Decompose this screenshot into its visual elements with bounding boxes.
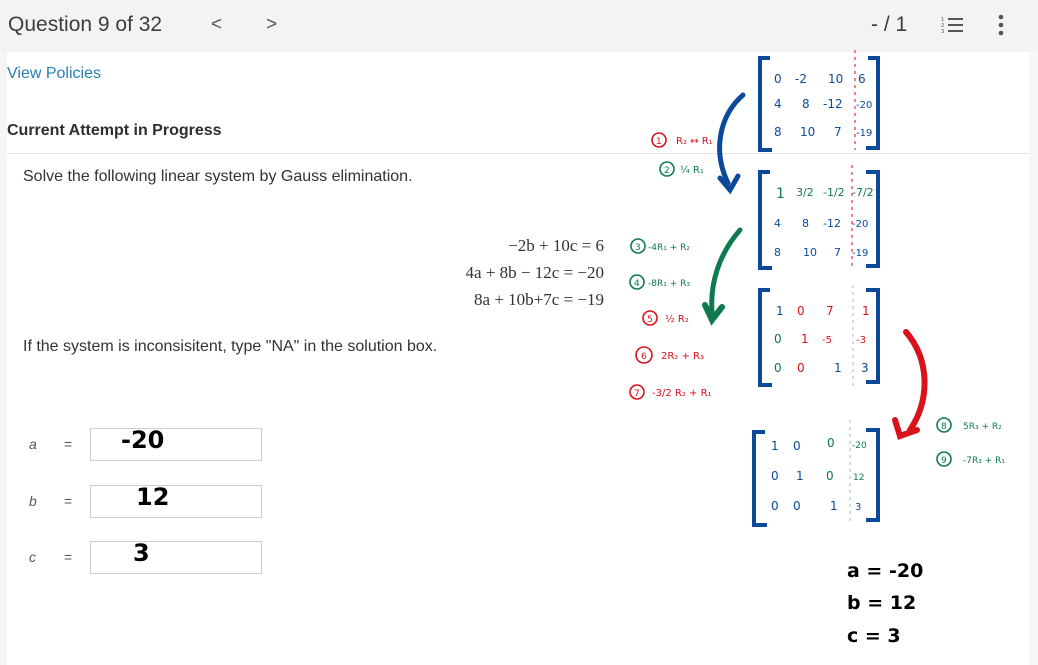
question-card [7, 52, 1029, 665]
svg-text:8: 8 [774, 246, 781, 259]
svg-text:a = -20: a = -20 [847, 560, 924, 582]
svg-text:1: 1 [796, 469, 804, 483]
numbered-list-icon[interactable] [941, 16, 963, 34]
variable-label: c [29, 549, 36, 565]
svg-text:-1/2: -1/2 [823, 186, 845, 199]
svg-text:5: 5 [647, 315, 653, 325]
more-options-icon[interactable] [997, 14, 1005, 36]
equals-sign: = [64, 549, 73, 565]
answer-row-c [7, 541, 307, 577]
inconsistent-note: If the system is inconsisitent, type "NA" in the solution box. [23, 338, 438, 355]
equation-3: 8a + 10b+7c = −19 [474, 290, 604, 309]
svg-text:3: 3 [861, 361, 869, 375]
svg-text:0: 0 [774, 72, 782, 86]
svg-text:-8R₁ + R₃: -8R₁ + R₃ [648, 279, 690, 289]
svg-text:1: 1 [776, 304, 784, 318]
svg-text:0: 0 [793, 439, 801, 453]
equation-system [407, 232, 604, 313]
svg-text:-12: -12 [823, 217, 841, 230]
svg-text:8: 8 [774, 125, 782, 139]
svg-text:6: 6 [641, 352, 647, 362]
svg-text:1: 1 [830, 499, 838, 513]
svg-text:10: 10 [803, 246, 817, 259]
svg-text:0: 0 [827, 436, 835, 450]
svg-text:8: 8 [802, 97, 810, 111]
svg-text:-5: -5 [822, 335, 832, 346]
next-question-button[interactable]: > [266, 14, 278, 35]
svg-text:4: 4 [774, 97, 782, 111]
svg-text:c = 3: c = 3 [847, 625, 901, 647]
svg-text:0: 0 [797, 361, 805, 375]
svg-text:3: 3 [635, 243, 641, 253]
svg-text:-7R₃ + R₁: -7R₃ + R₁ [963, 456, 1005, 466]
svg-text:-4R₁ + R₂: -4R₁ + R₂ [648, 243, 690, 253]
svg-text:1: 1 [862, 304, 870, 318]
svg-text:-20: -20 [856, 100, 873, 111]
score-display: - / 1 [871, 13, 908, 36]
svg-text:0: 0 [771, 469, 779, 483]
answer-value: -20 [121, 426, 165, 454]
view-policies-link[interactable]: View Policies [7, 65, 101, 82]
svg-text:0: 0 [771, 499, 779, 513]
svg-text:-20: -20 [852, 219, 869, 230]
svg-text:-3/2 R₂ + R₁: -3/2 R₂ + R₁ [652, 388, 712, 399]
answer-input-a[interactable] [90, 428, 262, 461]
svg-text:1: 1 [656, 137, 662, 147]
svg-text:10: 10 [828, 72, 844, 86]
svg-text:1: 1 [941, 17, 945, 23]
svg-text:0: 0 [774, 332, 782, 346]
svg-text:0: 0 [826, 469, 834, 483]
answer-row-a [7, 428, 307, 464]
svg-text:1: 1 [771, 439, 779, 453]
svg-text:½ R₂: ½ R₂ [665, 314, 689, 325]
svg-text:7: 7 [834, 246, 841, 259]
svg-text:3: 3 [855, 502, 862, 513]
svg-text:9: 9 [941, 456, 947, 466]
svg-text:2R₂ + R₃: 2R₂ + R₃ [661, 351, 705, 362]
divider [7, 153, 1029, 154]
question-prompt: Solve the following linear system by Gauss elimination. [23, 168, 413, 185]
svg-text:0: 0 [774, 361, 782, 375]
answer-value: 12 [136, 483, 170, 511]
attempt-status: Current Attempt in Progress [7, 122, 222, 139]
equation-2: 4a + 8b − 12c = −20 [465, 263, 604, 282]
svg-text:4: 4 [774, 217, 781, 230]
svg-text:8: 8 [941, 422, 947, 432]
variable-label: a [29, 436, 37, 452]
svg-text:3: 3 [941, 29, 945, 34]
svg-text:-19: -19 [852, 248, 869, 259]
svg-text:2: 2 [664, 166, 670, 176]
svg-text:12: 12 [853, 473, 865, 483]
answer-value: 3 [133, 539, 150, 567]
svg-text:b = 12: b = 12 [847, 592, 917, 614]
svg-text:3/2: 3/2 [796, 186, 814, 199]
variable-label: b [29, 493, 37, 509]
svg-text:-7/2: -7/2 [852, 186, 874, 199]
svg-text:2: 2 [941, 23, 945, 29]
svg-text:7: 7 [834, 125, 842, 139]
svg-text:¼ R₁: ¼ R₁ [680, 165, 704, 176]
equation-1: −2b + 10c = 6 [508, 236, 604, 255]
answer-input-b[interactable] [90, 485, 262, 518]
svg-text:1: 1 [801, 332, 809, 346]
svg-text:7: 7 [634, 389, 640, 399]
equals-sign: = [64, 436, 73, 452]
equals-sign: = [64, 493, 73, 509]
svg-text:6: 6 [858, 72, 866, 86]
svg-text:R₂ ↔ R₁: R₂ ↔ R₁ [676, 136, 713, 147]
answer-input-c[interactable] [90, 541, 262, 574]
svg-text:-20: -20 [852, 441, 867, 451]
svg-text:0: 0 [797, 304, 805, 318]
svg-text:-12: -12 [823, 97, 843, 111]
svg-text:1: 1 [776, 186, 785, 202]
previous-question-button[interactable]: < [211, 14, 223, 35]
right-gutter [1029, 52, 1038, 665]
svg-text:5R₃ + R₂: 5R₃ + R₂ [963, 422, 1002, 432]
svg-text:4: 4 [634, 279, 640, 289]
svg-text:-3: -3 [856, 335, 866, 346]
answer-row-b [7, 485, 307, 521]
svg-text:8: 8 [802, 217, 809, 230]
svg-text:7: 7 [826, 304, 834, 318]
svg-text:0: 0 [793, 499, 801, 513]
svg-text:1: 1 [834, 361, 842, 375]
svg-text:-2: -2 [795, 72, 807, 86]
question-counter: Question 9 of 32 [8, 13, 163, 36]
question-header [0, 0, 1038, 52]
svg-text:10: 10 [800, 125, 816, 139]
svg-text:-19: -19 [856, 128, 873, 139]
